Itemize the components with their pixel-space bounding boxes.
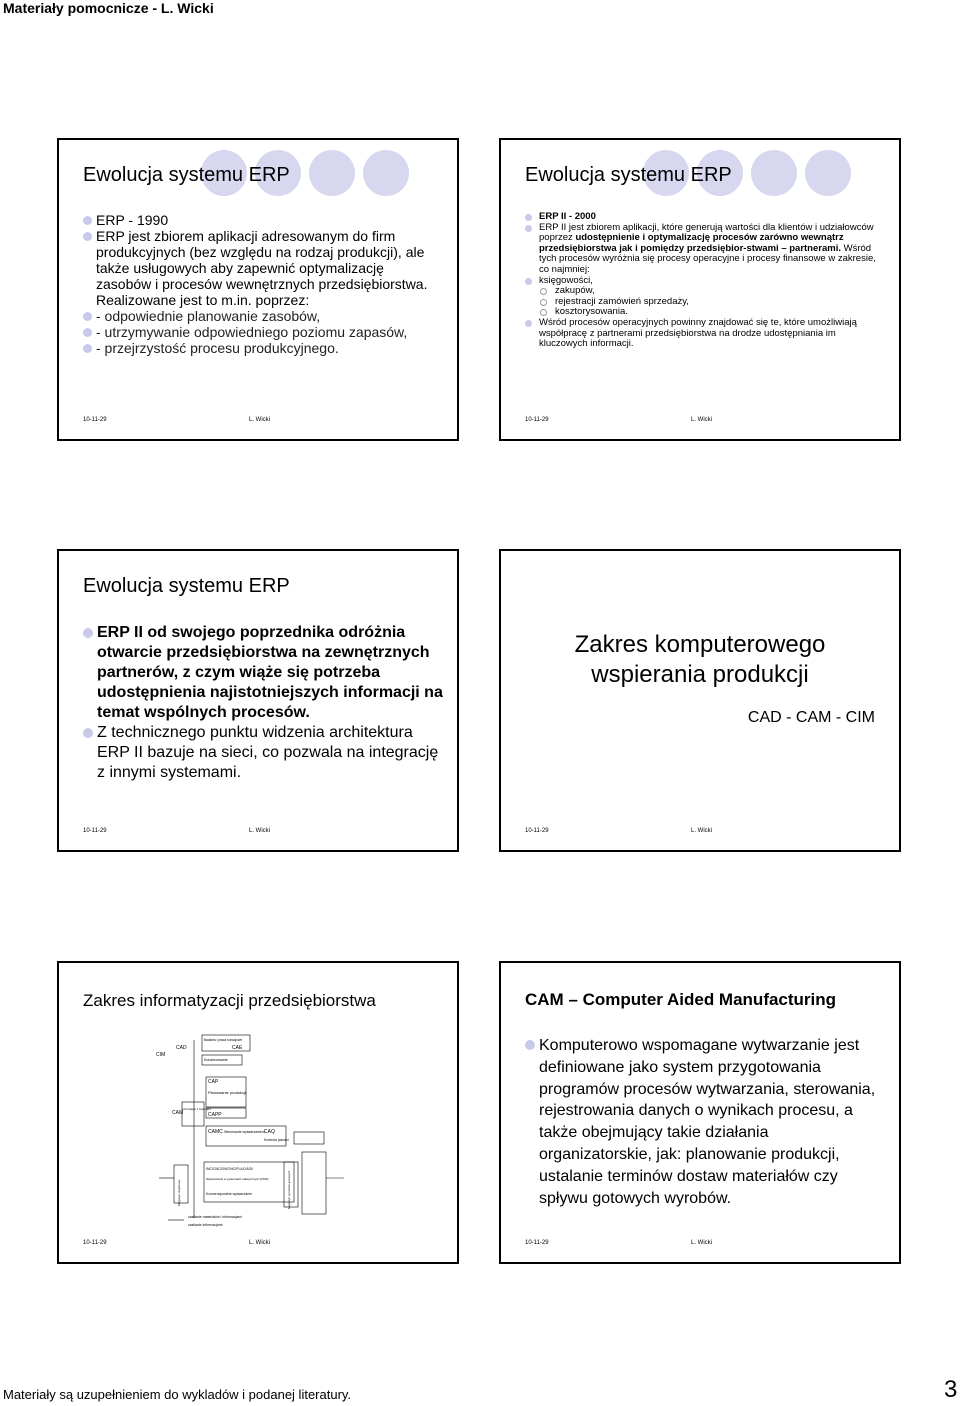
slide-title: CAM – Computer Aided Manufacturing	[525, 990, 837, 1009]
slide-date: 10-11-29	[83, 417, 107, 423]
svg-text:Konwencjonalne wytwarzanie: Konwencjonalne wytwarzanie	[206, 1192, 252, 1196]
svg-text:Planowanie produkcji: Planowanie produkcji	[208, 1090, 246, 1095]
slide-author: L. Wicki	[691, 1240, 712, 1246]
slide-3	[57, 549, 459, 852]
svg-text:Kontrola jakości: Kontrola jakości	[264, 1138, 289, 1142]
bullet: - przejrzystość procesu produkcyjnego.	[83, 340, 443, 356]
cim-diagram	[154, 1030, 354, 1230]
sub-bullet: kosztorysowania.	[525, 307, 885, 318]
svg-text:CAD: CAD	[176, 1045, 187, 1051]
svg-text:INC/CNC/DNC/NC/PLAC/ASV: INC/CNC/DNC/NC/PLAC/ASV	[206, 1167, 254, 1171]
svg-text:CAP: CAP	[208, 1079, 219, 1085]
bullet: Komputerowo wspomagane wytwarzanie jest definiowane jako system przygotowania programów procesów wytwarzania, sterowania, rejestrowania danych o wynikach procesu, a także obejmujący takie działania organizatorskie, jak: planowanie produkcji, ustalanie terminów dostaw materiałów czy spływu gotowych wyrobów.	[525, 1035, 885, 1209]
slide-subtitle: CAD - CAM - CIM	[747, 709, 875, 726]
bullet: Wśród procesów operacyjnych powinny znajdować się te, które umożliwiają współpracę z partnerami przedsiębiorstwa na drodze udostępniania im kluczowych informacji.	[525, 318, 885, 350]
bullet: ERP II od swojego poprzednika odróżnia otwarcie przedsiębiorstwa na zewnętrznych partnerów, z czym wiąże się potrzeba udostępnienia najistotniejszych informacji na temat wspólnych procesów.	[83, 623, 443, 723]
slide-author: L. Wicki	[691, 417, 712, 423]
slide-title-line2: wspierania produkcji	[591, 661, 809, 688]
svg-text:CAE: CAE	[232, 1045, 243, 1051]
svg-text:CAM: CAM	[172, 1110, 184, 1116]
bullet-list	[83, 212, 443, 356]
page-header: Materiały pomocnicze - L. Wicki	[3, 0, 214, 16]
bullet: ERP II - 2000	[525, 212, 885, 223]
svg-text:CAMC: CAMC	[208, 1129, 223, 1135]
svg-text:Magazyn wyrobów gotowych: Magazyn wyrobów gotowych	[287, 1170, 291, 1209]
slide-4	[499, 549, 901, 852]
slide-title: Ewolucja systemu ERP	[83, 164, 290, 186]
slide-date: 10-11-29	[83, 1240, 107, 1246]
bullet: - utrzymywanie odpowiedniego poziomu zapasów,	[83, 324, 443, 340]
svg-text:Magazyn wejściowy: Magazyn wejściowy	[177, 1179, 181, 1206]
page-number: 3	[944, 1376, 958, 1403]
slide-1	[57, 138, 459, 441]
bullet: ERP jest zbiorem aplikacji adresowanym do firm produkcyjnych (bez względu na rodzaj produkcji), ale także usługowych aby zapewnić optymalizację zasobów i procesów wewnętrznych przedsiębiorstwa. Realizowane jest to m.in. poprzez:	[83, 228, 443, 308]
sub-bullet: zakupów,	[525, 286, 885, 297]
svg-text:Badania i praca rozwojowe: Badania i praca rozwojowe	[204, 1038, 243, 1042]
slide-title-line1: Zakres komputerowego	[574, 631, 826, 658]
slide-date: 10-11-29	[525, 417, 549, 423]
bullet: - odpowiednie planowanie zasobów,	[83, 308, 443, 324]
bullet: Z technicznego punktu widzenia architektura ERP II bazuje na sieci, co pozwala na integrację z innymi systemami.	[83, 723, 443, 783]
svg-text:informacje z zewnątrz: informacje z zewnątrz	[182, 1107, 212, 1111]
slide-title: Zakres informatyzacji przedsiębiorstwa	[83, 991, 376, 1010]
slide-5	[57, 961, 459, 1264]
slide-date: 10-11-29	[83, 828, 107, 834]
svg-text:CAQ: CAQ	[264, 1129, 275, 1135]
svg-text:Konstruowanie: Konstruowanie	[204, 1058, 228, 1062]
bullet-list	[525, 1035, 885, 1209]
bullet: księgowości,	[525, 276, 885, 287]
slide-date: 10-11-29	[525, 828, 549, 834]
slide-2	[499, 138, 901, 441]
bullet: ERP II jest zbiorem aplikacji, które generują wartości dla klientów i udziałowców poprzez udostępnienie i optymalizację procesów zarówno wewnątrz przedsiębiorstwa jak i pomiędzy przedsiębior-stwami – partnerami. Wśród tych procesów wyróżnia się procesy operacyjne i procesy finansowe w zakresie, co najmniej:	[525, 223, 885, 276]
bullet-list	[83, 623, 443, 783]
svg-text:Sterowanie wytwarzaniem: Sterowanie wytwarzaniem	[224, 1130, 265, 1134]
slide-6	[499, 961, 901, 1264]
svg-text:CAPP: CAPP	[208, 1112, 222, 1118]
slide-title: Ewolucja systemu ERP	[83, 575, 290, 597]
svg-text:Wytwarzanie w systemach elasty: Wytwarzanie w systemach elastycznych (FMS)	[206, 1177, 269, 1181]
svg-text:CIM: CIM	[156, 1052, 166, 1058]
svg-text:zasilanie informacjami: zasilanie informacjami	[188, 1223, 223, 1227]
page-footer: Materiały są uzupełnieniem do wykladów i podanej literatury.	[3, 1387, 352, 1402]
bullet: ERP - 1990	[83, 212, 443, 228]
svg-text:zasilanie materiałów i informa: zasilanie materiałów i informacjami	[188, 1215, 243, 1219]
slide-date: 10-11-29	[525, 1240, 549, 1246]
slide-author: L. Wicki	[691, 828, 712, 834]
bullet-list	[525, 212, 885, 350]
slide-author: L. Wicki	[249, 417, 270, 423]
slide-author: L. Wicki	[249, 1240, 270, 1246]
sub-bullet: rejestracji zamówień sprzedaży,	[525, 297, 885, 308]
slide-author: L. Wicki	[249, 828, 270, 834]
slide-title: Ewolucja systemu ERP	[525, 164, 732, 186]
